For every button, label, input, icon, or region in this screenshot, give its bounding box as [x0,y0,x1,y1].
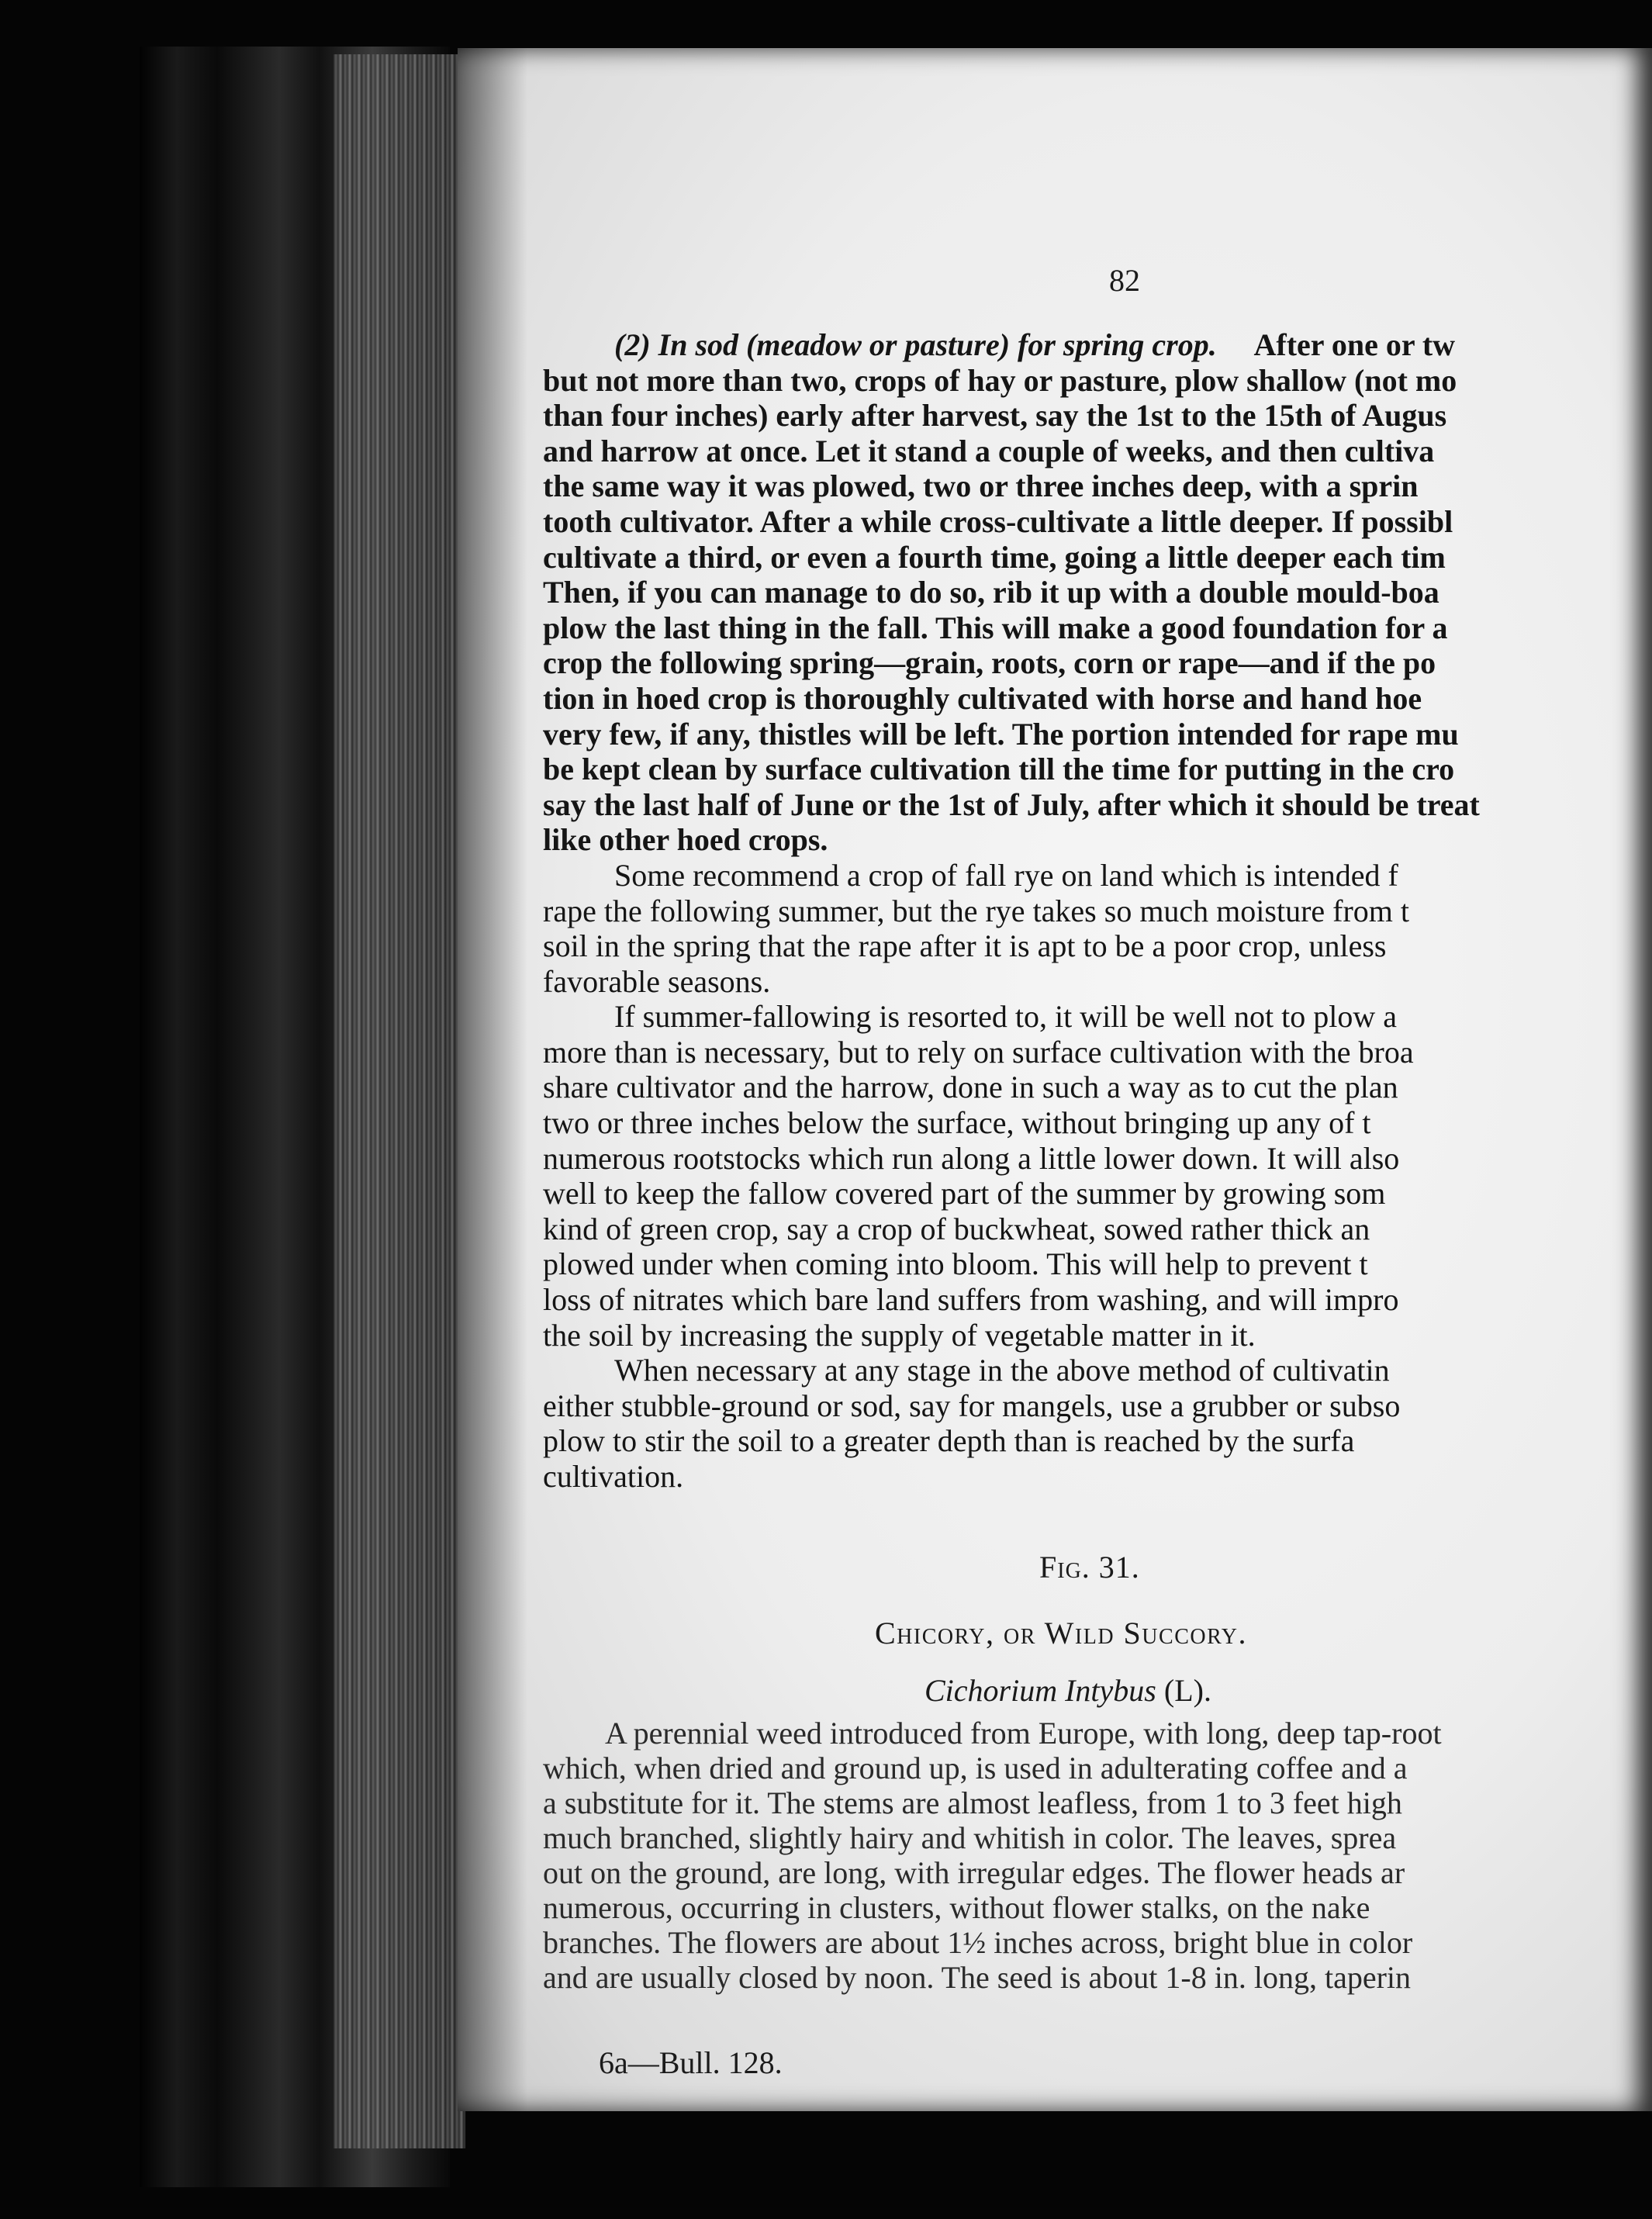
text-line: crop the following spring—grain, roots, corn or rape—and if the po [543,645,1436,681]
text-line: kind of green crop, say a crop of buckwheat, sowed rather thick an [543,1211,1370,1246]
text-line: share cultivator and the harrow, done in such a way as to cut the plan [543,1070,1398,1105]
section-lead-line [543,327,1652,363]
text-line: two or three inches below the surface, without bringing up any of t [543,1105,1371,1141]
paragraph-2 [543,858,1652,999]
text-line: numerous rootstocks which run along a little lower down. It will also [543,1140,1400,1176]
section-lead-tail: After one or tw [1253,327,1456,362]
text-line: and are usually closed by noon. The seed is about 1-8 in. long, taperin [543,1960,1412,1995]
figure-scientific-name: Cichorium Intybus [924,1673,1156,1708]
text-line: a substitute for it. The stems are almost leafless, from 1 to 3 feet high [543,1785,1402,1820]
paragraph-3 [543,999,1652,1353]
text-line: much branched, slightly hairy and whitish in color. The leaves, sprea [543,1820,1397,1855]
text-line: say the last half of June or the 1st of July, after which it should be treat [543,786,1480,822]
text-line: loss of nitrates which bare land suffers from washing, and will impro [543,1282,1399,1318]
paragraph-4 [543,1353,1652,1494]
figure-authority: (L). [1163,1673,1211,1708]
text-line: be kept clean by surface cultivation till the time for putting in the cro [543,752,1455,787]
text-line: and harrow at once. Let it stand a couple of weeks, and then cultiva [543,433,1435,468]
figure-common-name: Chicory, or Wild Succory. [875,1616,1247,1650]
text-line: soil in the spring that the rape after it is apt to be a poor crop, unless [543,928,1387,964]
paragraph-1 [543,363,1652,858]
text-line: very few, if any, thistles will be left. The portion intended for rape mu [543,716,1459,752]
text-line: than four inches) early after harvest, say the 1st to the 15th of Augus [543,398,1447,434]
text-line: numerous, occurring in clusters, without flower stalks, on the nake [543,1890,1370,1925]
text-line: either stubble-ground or sod, say for mangels, use a grubber or subso [543,1388,1401,1423]
text-line: branches. The flowers are about 1½ inches across, bright blue in color [543,1925,1413,1960]
page-footer: 6a—Bull. 128. [599,2045,783,2080]
text-line: plow to stir the soil to a greater depth than is reached by the surfa [543,1423,1355,1459]
text-line: If summer-fallowing is resorted to, it will be well not to plow a [614,999,1398,1035]
figure-scientific-name-line [924,1672,1211,1709]
text-line: tooth cultivator. After a while cross-cultivate a little deeper. If possibl [543,503,1453,539]
text-line: When necessary at any stage in the above method of cultivatin [614,1353,1390,1388]
text-line: the same way it was plowed, two or three inches deep, with a sprin [543,468,1419,504]
body-text [543,327,1652,1495]
text-line: Then, if you can manage to do so, rib it up with a double mould-boa [543,575,1439,610]
page-number: 82 [1109,263,1140,298]
text-line: plow the last thing in the fall. This will make a good foundation for a [543,610,1448,645]
text-line: which, when dried and ground up, is used in adulterating coffee and a [543,1751,1408,1785]
text-line: more than is necessary, but to rely on surface cultivation with the broa [543,1034,1414,1070]
text-line: tion in hoed crop is thoroughly cultivated with horse and hand hoe [543,680,1422,716]
text-line: the soil by increasing the supply of vegetable matter in it. [543,1317,1256,1353]
text-line: cultivate a third, or even a fourth time, going a little deeper each tim [543,539,1446,575]
text-line: A perennial weed introduced from Europe, with long, deep tap-root [605,1716,1442,1751]
text-line: rape the following summer, but the rye takes so much moisture from t [543,893,1410,928]
page-edges [334,54,465,2148]
text-line: but not more than two, crops of hay or pasture, plow shallow (not mo [543,362,1457,398]
text-line: Some recommend a crop of fall rye on land which is intended f [614,857,1398,893]
text-line: out on the ground, are long, with irregular edges. The flower heads ar [543,1855,1405,1890]
text-line: cultivation. [543,1459,684,1494]
section-lead: (2) In sod (meadow or pasture) for spring crop. [614,327,1217,362]
species-description [543,1716,1652,1995]
text-line: like other hoed crops. [543,822,828,858]
text-line: plowed under when coming into bloom. This will help to prevent t [543,1246,1368,1282]
text-line: favorable seasons. [543,963,771,999]
figure-label: Fig. 31. [1039,1550,1140,1585]
gutter-shadow [458,48,527,2111]
text-line: well to keep the fallow covered part of the summer by growing som [543,1176,1386,1211]
